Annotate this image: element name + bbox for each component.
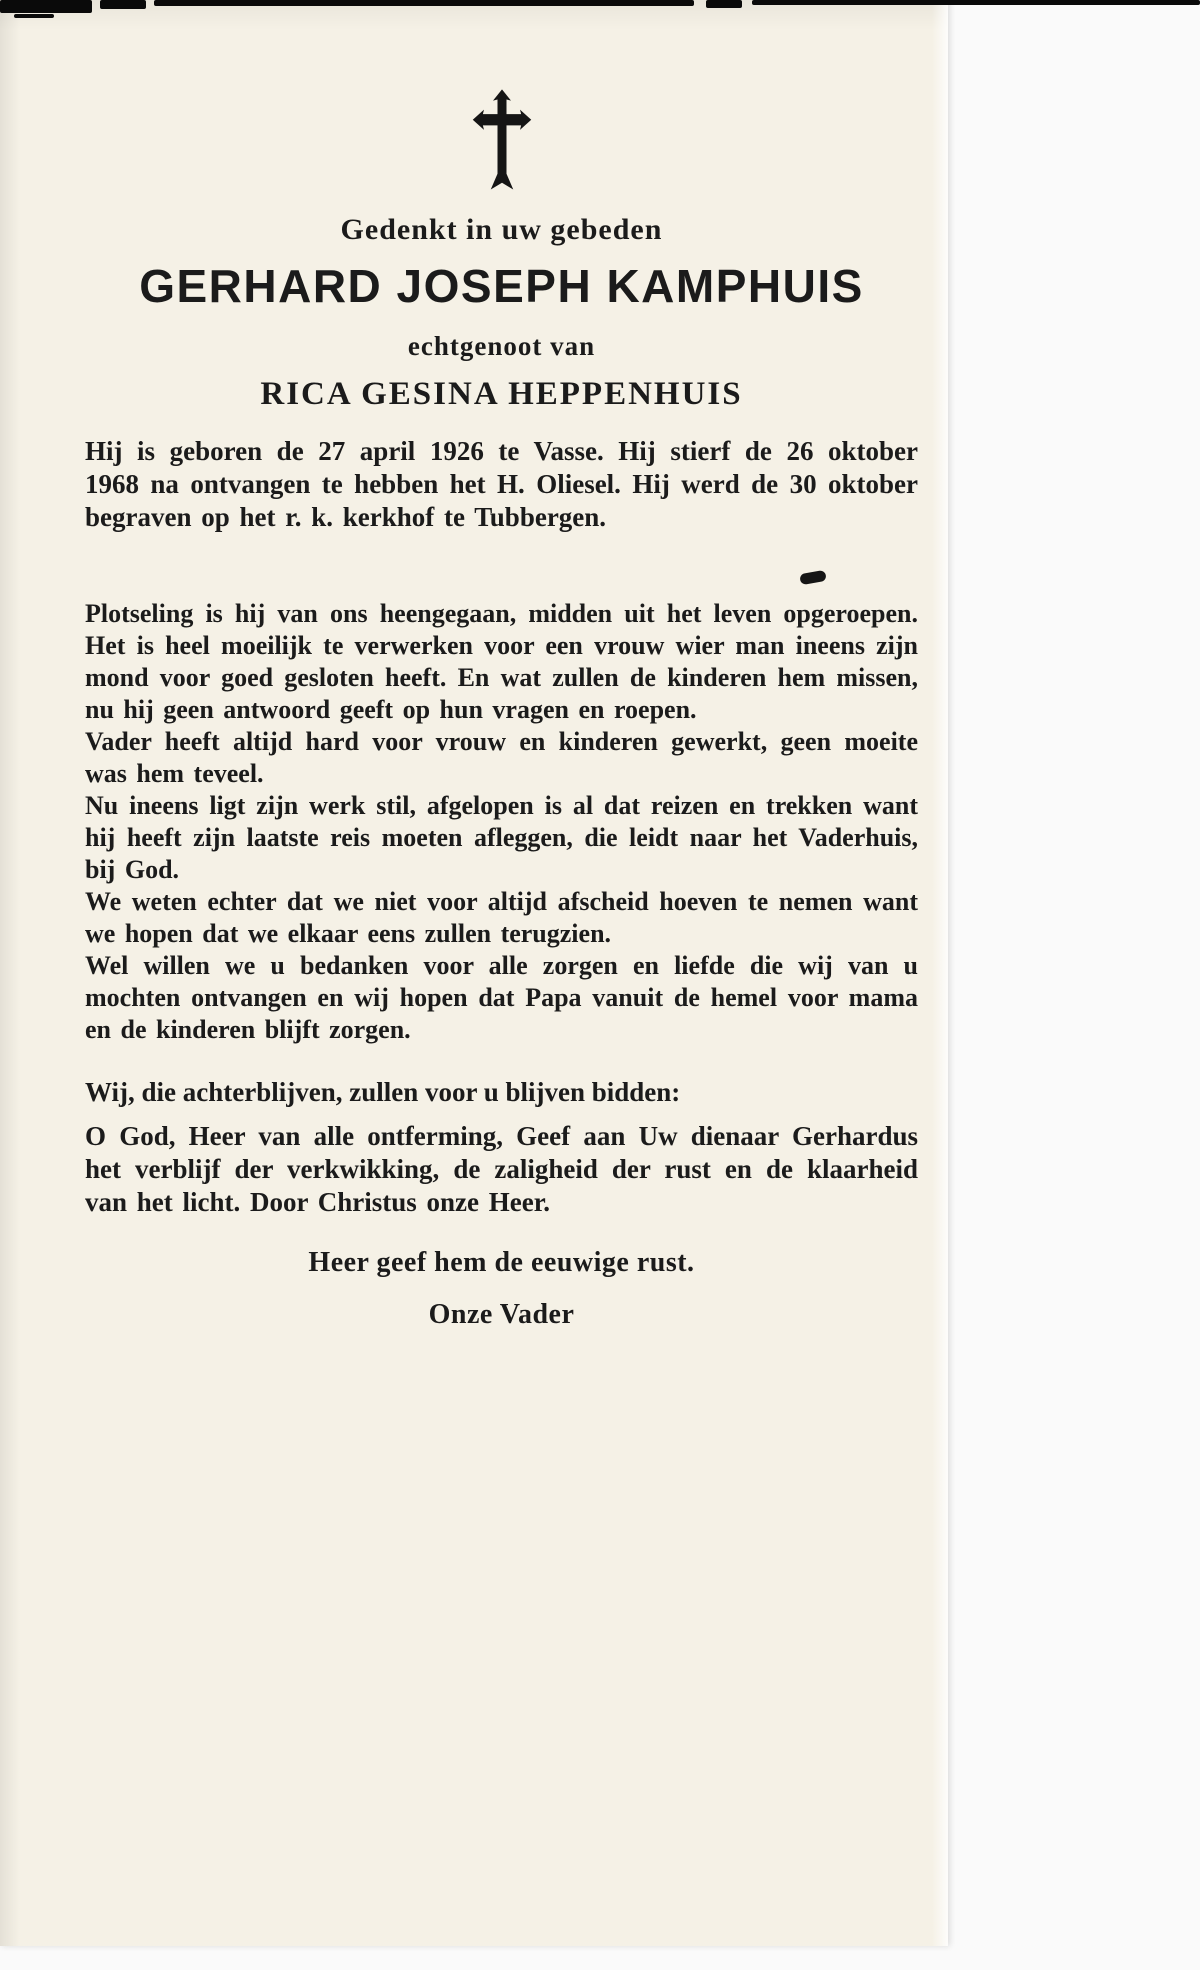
memorial-paragraph: We weten echter dat we niet voor altijd afscheid hoeven te nemen want we hopen dat we elkaar eens zullen terugzien. — [85, 887, 918, 948]
intro-line: Gedenkt in uw gebeden — [340, 213, 663, 246]
scan-edge-artifact — [0, 0, 92, 13]
vitals-paragraph: Hij is geboren de 27 april 1926 te Vasse. Hij stierf de 26 oktober 1968 na ontvangen te hebben het H. Oliesel. Hij werd de 30 oktober begraven op het r. k. kerkhof te Tubbergen. — [85, 436, 918, 532]
relation-line: echtgenoot van — [407, 331, 596, 361]
prayer-paragraph: O God, Heer van alle ontferming, Geef aan Uw dienaar Gerhardus het verblijf der verkwikking, de zaligheid der rust en de klaarheid van het licht. Door Christus onze Heer. — [85, 1121, 918, 1217]
memorial-paragraph: Vader heeft altijd hard voor vrouw en kinderen gewerkt, geen moeite was hem teveel. — [85, 727, 918, 788]
closing-line: Heer geef hem de eeuwige rust. — [308, 1247, 695, 1278]
scan-edge-artifact — [752, 0, 1200, 5]
memorial-paragraph: Nu ineens ligt zijn werk stil, afgelopen is al dat reizen en trekken want hij heeft zijn laatste reis moeten afleggen, die leidt naar het Vaderhuis, bij God. — [85, 791, 918, 884]
memorial-paragraph: Plotseling is hij van ons heengegaan, midden uit het leven opgeroepen. Het is heel moeilijk te verwerken voor een vrouw wier man ineens zijn mond voor goed gesloten heeft. En wat zullen de kinderen hem missen, nu hij geen antwoord geeft op hun vragen en roepen. — [85, 599, 918, 724]
memorial-text — [85, 598, 918, 1046]
final-line: Onze Vader — [428, 1299, 575, 1330]
prayer-intro: Wij, die achterblijven, zullen voor u blijven bidden: — [85, 1077, 681, 1107]
scan-edge-artifact — [14, 14, 54, 18]
spouse-name: RICA GESINA HEPPENHUIS — [260, 376, 743, 412]
scan-edge-artifact — [706, 0, 742, 8]
cross-icon — [85, 86, 918, 199]
scan-edge-artifact — [154, 0, 694, 6]
memorial-paragraph: Wel willen we u bedanken voor alle zorgen en liefde die wij van u mochten ontvangen en wij hopen dat Papa vanuit de hemel voor mama en de kinderen blijft zorgen. — [85, 951, 918, 1044]
scan-edge-artifact — [100, 0, 146, 9]
scan-edge-artifacts — [0, 0, 1200, 20]
deceased-name: GERHARD JOSEPH KAMPHUIS — [139, 260, 864, 312]
